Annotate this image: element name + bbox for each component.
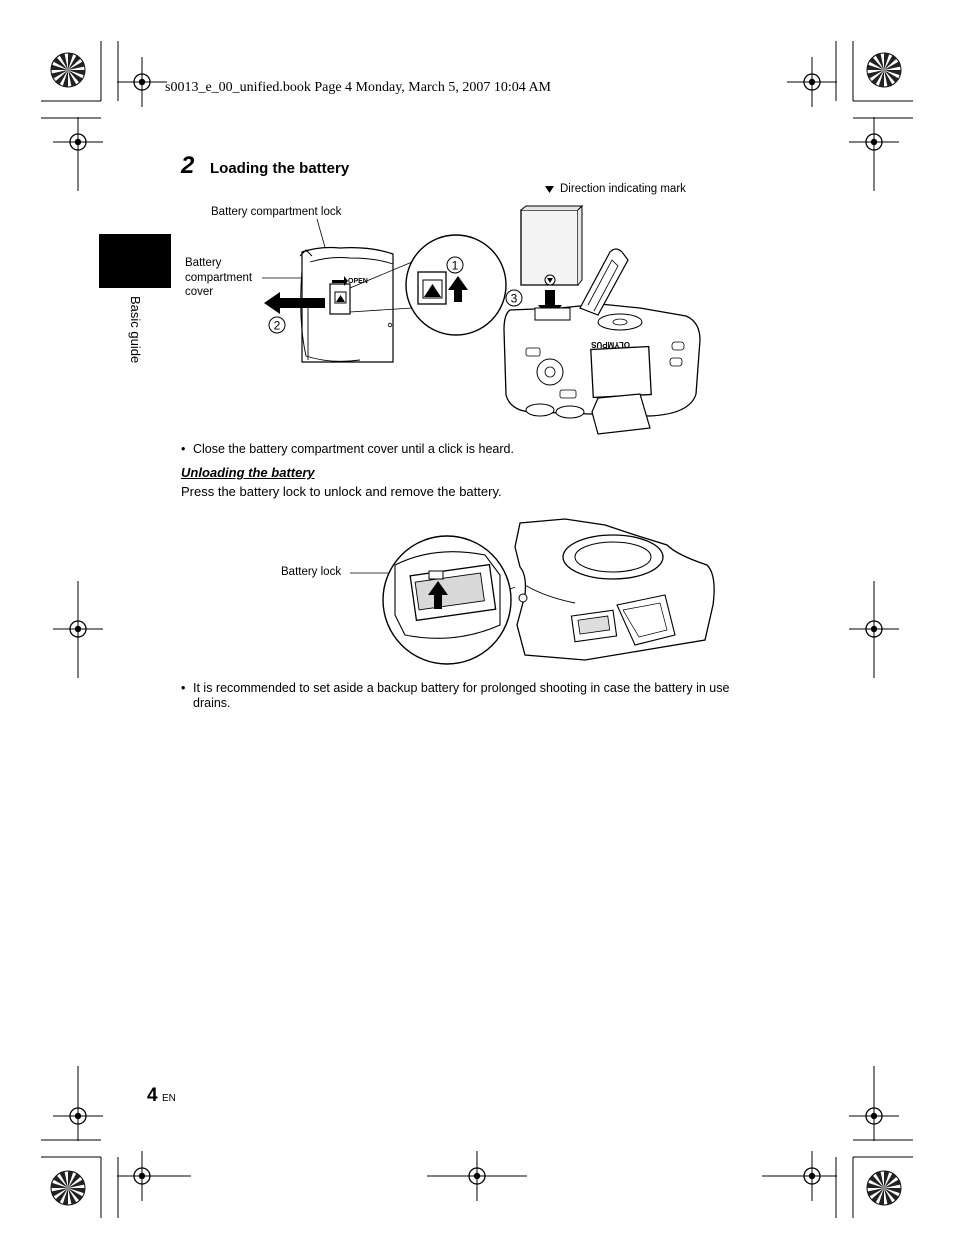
- unloading-body: Press the battery lock to unlock and remove the battery.: [181, 484, 502, 499]
- section-tab-marker: [99, 234, 171, 288]
- bullet-marker-2: •: [181, 681, 186, 695]
- note-close-cover: Close the battery compartment cover until a click is heard.: [193, 442, 514, 456]
- unloading-heading: Unloading the battery: [181, 465, 315, 480]
- camera-brand: OLYMPUS: [591, 340, 630, 349]
- step-number: 2: [181, 152, 195, 179]
- loading-battery-illustration: [180, 180, 710, 440]
- bullet-marker: •: [181, 442, 186, 456]
- section-side-label: Basic guide: [128, 296, 143, 364]
- step-title: Loading the battery: [210, 160, 350, 177]
- note-backup-battery-line1: It is recommended to set aside a backup battery for prolonged shooting in case the battery in use: [193, 681, 730, 695]
- label-battery-lock: Battery lock: [281, 566, 342, 578]
- label-cover-line2: compartment: [185, 272, 253, 284]
- note-backup-battery-line2: drains.: [193, 696, 231, 710]
- unloading-battery-illustration: [345, 515, 720, 667]
- step-marker-3: 3: [510, 291, 518, 306]
- page-language: EN: [162, 1093, 176, 1104]
- open-label: OPEN: [348, 278, 368, 285]
- label-battery-compartment-lock: Battery compartment lock: [211, 206, 342, 218]
- label-cover-line1: Battery: [185, 257, 222, 269]
- step-marker-1: 1: [451, 258, 459, 273]
- label-direction-indicating-mark: Direction indicating mark: [560, 183, 686, 195]
- step-marker-2: 2: [273, 318, 281, 333]
- label-cover-line3: cover: [185, 286, 214, 298]
- page-number: 4: [147, 1085, 158, 1106]
- file-info-header: s0013_e_00_unified.book Page 4 Monday, March 5, 2007 10:04 AM: [165, 80, 551, 95]
